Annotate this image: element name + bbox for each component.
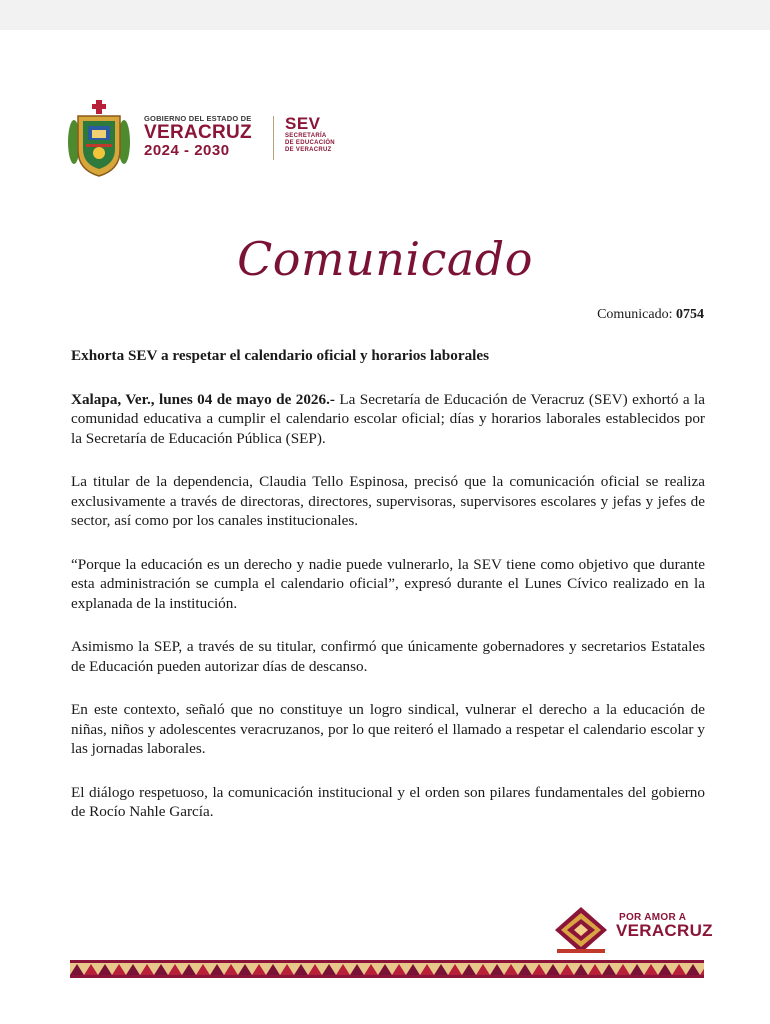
logo-divider	[273, 116, 274, 160]
communique-label: Comunicado:	[597, 307, 673, 322]
paragraph-1	[71, 390, 705, 449]
communique-number	[597, 307, 704, 323]
gov-state: VERACRUZ	[144, 122, 252, 143]
header-logos	[66, 100, 426, 180]
slogan-line2: VERACRUZ	[616, 921, 713, 940]
page-title: Comunicado	[237, 232, 533, 286]
por-amor-a-veracruz-logo	[553, 905, 713, 955]
gov-years: 2024 - 2030	[144, 142, 230, 159]
paragraph-4: Asimismo la SEP, a través de su titular, confirmó que únicamente gobernadores y secretarios Estatales de Educación pueden autorizar días de descanso.	[71, 638, 705, 675]
paragraph-1-text: La Secretaría de Educación de Veracruz (SEV) exhortó a la comunidad educativa a cumplir el calendario escolar oficial; días y horarios laborales establecidos por la Secretaría de Educación Pública (SEP).	[71, 390, 705, 447]
paragraph-3: “Porque la educación es un derecho y nadie puede vulnerarlo, la SEV tiene como objetivo que durante esta administración se cumpla el calendario oficial”, expresó durante el Lunes Cívico realizado en la explanada de la institución.	[71, 555, 705, 612]
sev-acronym: SEV	[285, 114, 321, 133]
gov-line1: GOBIERNO DEL ESTADO DE	[144, 114, 252, 123]
headline: Exhorta SEV a respetar el calendario oficial y horarios laborales	[71, 347, 490, 364]
paragraph-6: El diálogo respetuoso, la comunicación institucional y el orden son pilares fundamentales del gobierno de Rocío Nahle García.	[71, 783, 705, 820]
top-bar	[0, 0, 770, 30]
paragraph-5: En este contexto, señaló que no constituye un logro sindical, vulnerar el derecho a la educación de niñas, niños y adolescentes veracruzanos, por lo que reiteró el llamado a respetar el calendario escolar y las jornadas laborales.	[71, 701, 705, 757]
dateline: Xalapa, Ver., lunes 04 de mayo de 2026.-	[71, 390, 335, 408]
sev-line2: DE EDUCACIÓN	[285, 140, 335, 146]
slogan-line1: POR AMOR A	[619, 912, 687, 923]
veracruz-coat-of-arms-icon	[66, 100, 132, 180]
diamond-pattern-icon	[553, 905, 609, 955]
paragraph-2: La titular de la dependencia, Claudia Tello Espinosa, precisó que la comunicación oficial se realiza exclusivamente a través de directoras, directores, supervisoras, supervisores escolares y jefas y jefes de sector, así como por los canales institucionales.	[71, 473, 705, 529]
document-body	[71, 346, 705, 846]
government-logo-text	[144, 114, 264, 159]
sev-line3: DE VERACRUZ	[285, 147, 332, 153]
decorative-band	[70, 960, 704, 978]
sev-line1: SECRETARÍA	[285, 133, 327, 139]
communique-number-value: 0754	[676, 307, 704, 322]
sev-logo-text	[285, 115, 375, 154]
